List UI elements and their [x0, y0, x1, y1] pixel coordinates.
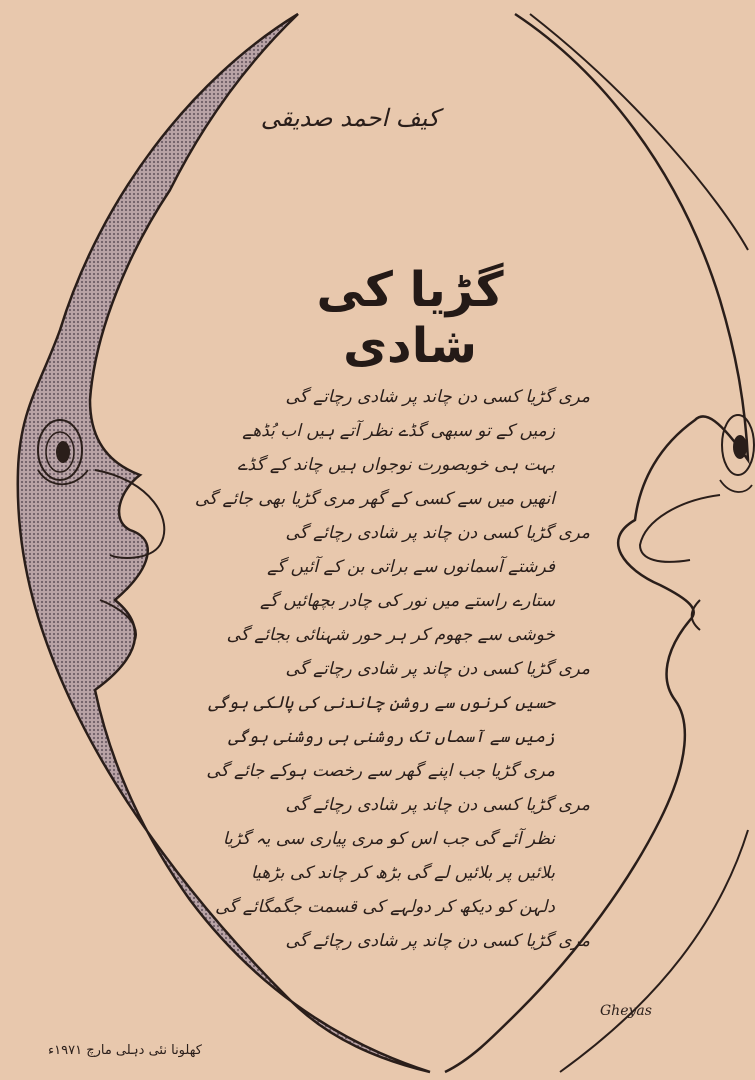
poem-line: دلہن کو دیکھ کر دولہے کی قسمت جگمگائے گی [215, 897, 555, 917]
poet-name: کیف احمد صدیقی [260, 104, 440, 132]
footer-publication-info: کھلونا نئی دہلی مارچ ۱۹۷۱ء [48, 1043, 202, 1058]
poem-title: گڑیا کی شادی [316, 262, 504, 374]
poem-line: مری گڑیا کسی دن چاند پر شادی رچاتے گی [285, 387, 590, 407]
poem-body [194, 380, 590, 958]
poem-line: زمیں کے تو سبھی گڈے نظر آتے ہیں اب بُڈھے [242, 421, 555, 441]
poem-line: مری گڑیا جب اپنے گھر سے رخصت ہوکے جائے گی [206, 761, 555, 781]
poem-line: مری گڑیا کسی دن چاند پر شادی رچائے گی [285, 795, 590, 815]
poem-line: انھیں میں سے کسی کے گھر مری گڑیا بھی جائے گی [194, 489, 555, 509]
poem-line: زمیں سے آسماں تک روشنی ہی روشنی ہوگی [228, 727, 555, 747]
poem-line: بہت ہی خوبصورت نوجواں ہیں چاند کے گڈے [237, 455, 555, 475]
artist-signature: Gheyas [600, 1003, 652, 1019]
poem-line: حسیں کرنوں سے روشن چاندنی کی پالکی ہوگی [208, 693, 555, 713]
right-moon-nose [640, 495, 720, 562]
poem-line: مری گڑیا کسی دن چاند پر شادی رچائے گی [285, 931, 590, 951]
poem-line: نظر آئے گی جب اس کو مری پیاری سی یہ گڑیا [222, 829, 555, 849]
poem-line: ستارے راستے میں نور کی چادر بچھائیں گے [259, 591, 555, 611]
poem-line: خوشی سے جھوم کر ہر حور شہنائی بجائے گی [226, 625, 555, 645]
poem-line: فرشتے آسمانوں سے براتی بن کے آئیں گے [267, 557, 555, 577]
poem-line: مری گڑیا کسی دن چاند پر شادی رچائے گی [285, 523, 590, 543]
poem-line: مری گڑیا کسی دن چاند پر شادی رچاتے گی [285, 659, 590, 679]
right-moon-eye [720, 415, 754, 492]
poem-line: بلائیں پر بلائیں لے گی بڑھ کر چاند کی بڑھیا [251, 863, 555, 883]
